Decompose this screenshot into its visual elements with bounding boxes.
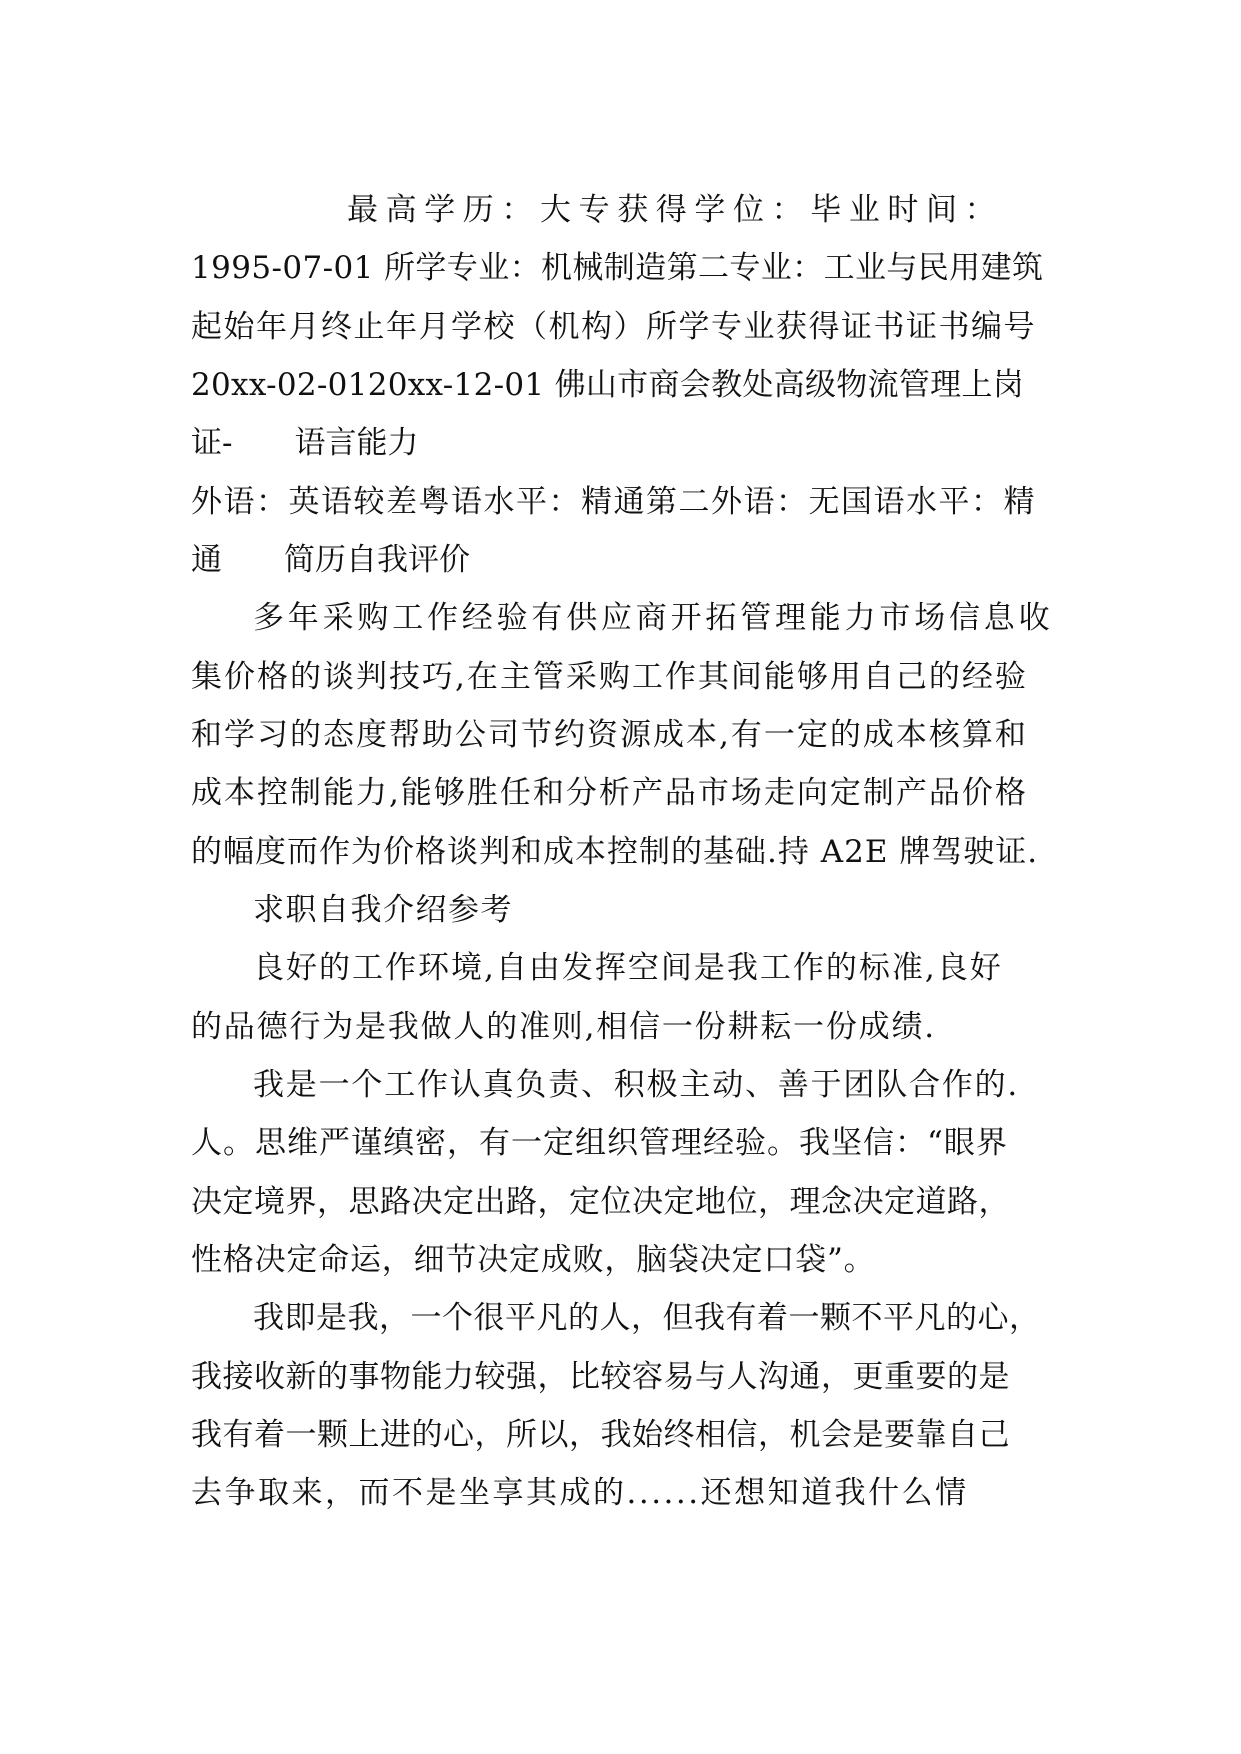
text-line: 起始年月终止年月学校（机构）所学专业获得证书证书编号 [191, 309, 1036, 345]
text-line: 性格决定命运，细节决定成败，脑袋决定口袋”。 [191, 1242, 876, 1278]
text-line: 的幅度而作为价格谈判和成本控制的基础.持 A2E 牌驾驶证. [191, 834, 1039, 870]
text-line: 去争取来，而不是坐享其成的......还想知道我什么情 [191, 1475, 969, 1511]
text-line: 良好的工作环境,自由发挥空间是我工作的标准,良好 [253, 950, 1003, 986]
text-line: 20xx-02-0120xx-12-01 佛山市商会教处高级物流管理上岗 [191, 367, 1025, 403]
text-line: 证- 语言能力 [191, 425, 419, 461]
text-line: 我即是我，一个很平凡的人，但我有着一颗不平凡的心， [253, 1300, 1041, 1336]
text-line: 我是一个工作认真负责、积极主动、善于团队合作的. [253, 1067, 1020, 1103]
text-line: 求职自我介绍参考 [253, 892, 513, 928]
text-line: 1995-07-01 所学专业：机械制造第二专业：工业与民用建筑 [191, 250, 1044, 286]
text-line: 通 简历自我评价 [191, 542, 470, 578]
text-line: 的品德行为是我做人的准则,相信一份耕耘一份成绩. [191, 1009, 936, 1045]
text-line: 最高学历：大专获得学位：毕业时间： [347, 192, 1004, 228]
text-line: 我有着一颗上进的心，所以，我始终相信，机会是要靠自己 [191, 1417, 1010, 1453]
text-line: 成本控制能力,能够胜任和分析产品市场走向定制产品价格 [191, 775, 1028, 811]
text-line: 决定境界，思路决定出路，定位决定地位，理念决定道路， [191, 1184, 1010, 1220]
text-line: 和学习的态度帮助公司节约资源成本,有一定的成本核算和 [191, 717, 1028, 753]
text-line: 多年采购工作经验有供应商开拓管理能力市场信息收 [253, 600, 1054, 636]
text-line: 集价格的谈判技巧,在主管采购工作其间能够用自己的经验 [191, 659, 1028, 695]
text-line: 外语：英语较差粤语水平：精通第二外语：无国语水平：精 [191, 484, 1036, 520]
text-line: 人。思维严谨缜密，有一定组织管理经验。我坚信：“眼界 [191, 1125, 1008, 1161]
text-line: 我接收新的事物能力较强，比较容易与人沟通，更重要的是 [191, 1359, 1010, 1395]
